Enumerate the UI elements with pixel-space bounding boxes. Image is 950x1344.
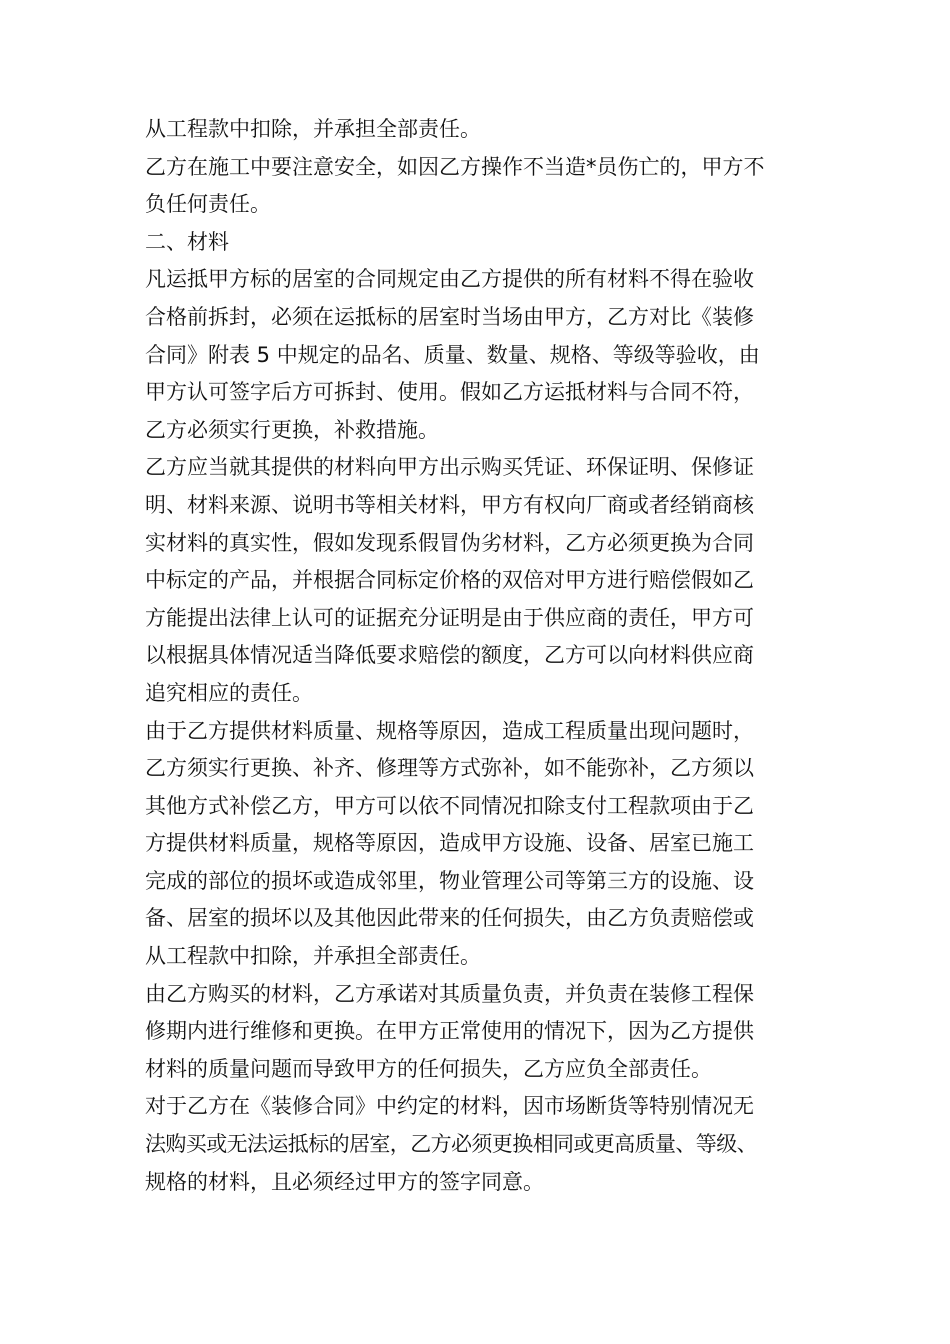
text-line-5: 凡运抵甲方标的居室的合同规定由乙方提供的所有材料不得在验收 <box>145 267 754 292</box>
text-line-15: 以根据具体情况适当降低要求赔偿的额度，乙方可以向材料供应商 <box>145 643 754 668</box>
text-line-14: 方能提出法律上认可的证据充分证明是由于供应商的责任，甲方可 <box>145 605 754 630</box>
text-line-25: 修期内进行维修和更换。在甲方正常使用的情况下，因为乙方提供 <box>145 1019 754 1044</box>
text-line-13: 中标定的产品，并根据合同标定价格的双倍对甲方进行赔偿假如乙 <box>145 568 754 593</box>
section-heading-materials: 二、材料 <box>145 229 229 254</box>
text-line-24: 由乙方购买的材料，乙方承诺对其质量负责，并负责在装修工程保 <box>145 981 754 1006</box>
text-line-3: 负任何责任。 <box>145 192 271 217</box>
text-line-16: 追究相应的责任。 <box>145 680 313 705</box>
text-line-18: 乙方须实行更换、补齐、修理等方式弥补，如不能弥补，乙方须以 <box>145 756 754 781</box>
text-line-26: 材料的质量问题而导致甲方的任何损失，乙方应负全部责任。 <box>145 1056 712 1081</box>
text-line-23: 从工程款中扣除，并承担全部责任。 <box>145 944 481 969</box>
text-line-1: 从工程款中扣除，并承担全部责任。 <box>145 117 481 141</box>
text-line-21: 完成的部位的损坏或造成邻里，物业管理公司等第三方的设施、设 <box>145 868 754 893</box>
text-line-6: 合格前拆封，必须在运抵标的居室时当场由甲方，乙方对比《装修 <box>145 304 754 329</box>
text-line-20: 方提供材料质量，规格等原因，造成甲方设施、设备、居室已施工 <box>145 831 754 856</box>
text-line-12: 实材料的真实性，假如发现系假冒伪劣材料，乙方必须更换为合同 <box>145 530 754 555</box>
document-page <box>145 111 825 1201</box>
text-line-29: 规格的材料，且必须经过甲方的签字同意。 <box>145 1169 544 1194</box>
text-line-11: 明、材料来源、说明书等相关材料，甲方有权向厂商或者经销商核 <box>145 492 754 517</box>
text-line-28: 法购买或无法运抵标的居室，乙方必须更换相同或更高质量、等级、 <box>145 1132 757 1157</box>
text-line-2: 乙方在施工中要注意安全，如因乙方操作不当造*员伤亡的，甲方不 <box>145 154 765 179</box>
text-line-17: 由于乙方提供材料质量、规格等原因，造成工程质量出现问题时， <box>145 718 754 743</box>
text-line-22: 备、居室的损坏以及其他因此带来的任何损失，由乙方负责赔偿或 <box>145 906 754 931</box>
text-line-7: 合同》附表 5 中规定的品名、质量、数量、规格、等级等验收，由 <box>145 342 760 367</box>
text-line-8: 甲方认可签字后方可拆封、使用。假如乙方运抵材料与合同不符， <box>145 380 754 405</box>
text-line-27: 对于乙方在《装修合同》中约定的材料，因市场断货等特别情况无 <box>145 1094 754 1119</box>
text-line-19: 其他方式补偿乙方，甲方可以依不同情况扣除支付工程款项由于乙 <box>145 793 754 818</box>
text-line-9: 乙方必须实行更换，补救措施。 <box>145 417 439 442</box>
text-line-10: 乙方应当就其提供的材料向甲方出示购买凭证、环保证明、保修证 <box>145 455 754 480</box>
